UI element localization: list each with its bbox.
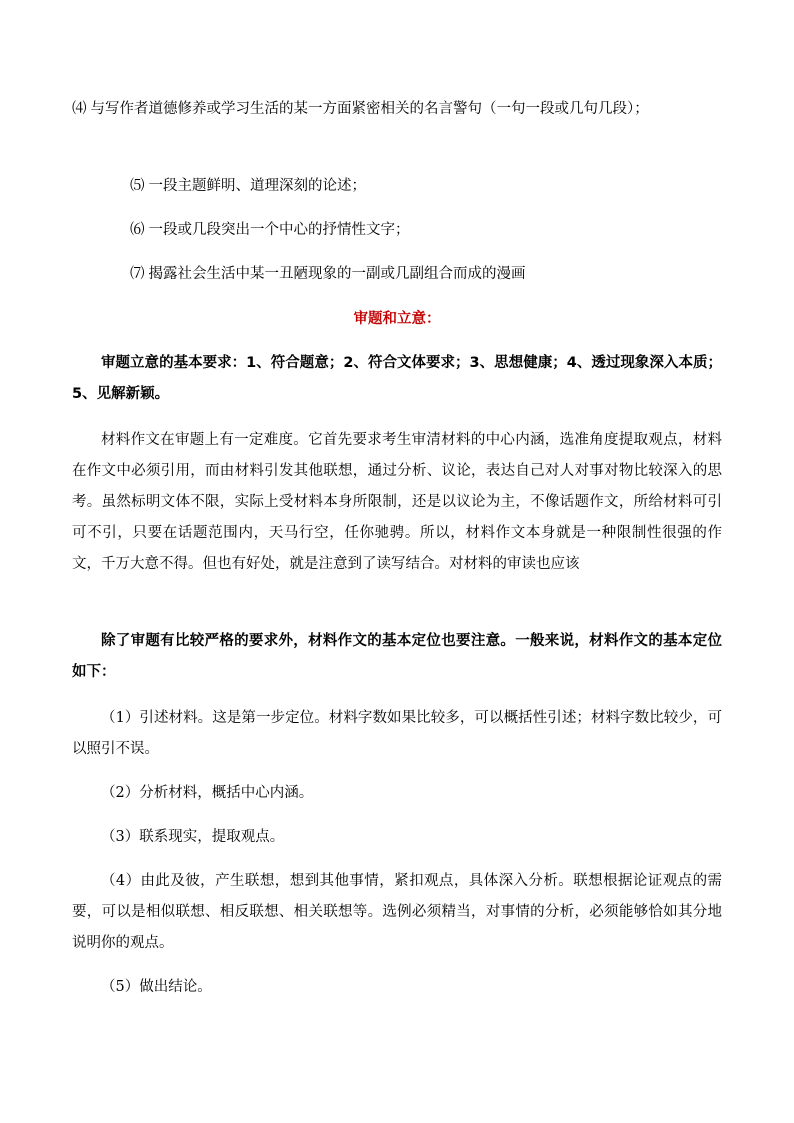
- list-text: 一段主题鲜明、道理深刻的论述；: [148, 178, 366, 194]
- list-text: 一段或几段突出一个中心的抒情性文字；: [148, 222, 410, 238]
- list-number: ⑷: [72, 101, 87, 117]
- step-4: （4）由此及彼，产生联想，想到其他事情，紧扣观点，具体深入分析。联想根据论证观点的需要，可以是相似联想、相反联想、相关联想等。选例必须精当，对事情的分析，必须能够恰如其分地说明你的观点。: [72, 873, 722, 951]
- list-item-5: [72, 171, 722, 202]
- list-text: 与写作者道德修养或学习生活的某一方面紧密相关的名言警句（一句一段或几句几段）；: [90, 101, 649, 117]
- list-number: ⑺: [130, 266, 145, 282]
- requirements-paragraph: 审题立意的基本要求：1、符合题意；2、符合文体要求；3、思想健康；4、透过现象深入本质；5、见解新颖。: [72, 355, 722, 402]
- section-heading: 审题和立意：: [353, 311, 441, 327]
- intro-paragraph: 材料作文在审题上有一定难度。它首先要求考生审清材料的中心内涵，选准角度提取观点，材料在作文中必须引用，而由材料引发其他联想，通过分析、议论，表达自己对人对事对物比较深入的思考。虽然标明文体不限，实际上受材料本身所限制，还是以议论为主，不像话题作文，所给材料可引可不引，只要在话题范围内，天马行空，任你驰骋。所以，材料作文本身就是一种限制性很强的作文，千万大意不得。但也有好处，就是注意到了读写结合。对材料的审读也应该: [72, 432, 722, 572]
- list-text: 揭露社会生活中某一丑陋现象的一副或几副组合而成的漫画: [148, 266, 526, 282]
- step-2: （2）分析材料，概括中心内涵。: [101, 785, 314, 801]
- step-3: （3）联系现实，提取观点。: [101, 829, 285, 845]
- list-number: ⑹: [130, 222, 145, 238]
- list-number: ⑸: [130, 178, 145, 194]
- list-item-7: [72, 259, 722, 290]
- list-item-6: [72, 215, 722, 246]
- step-1: （1）引述材料。这是第一步定位。材料字数如果比较多，可以概括性引述；材料字数比较少，可以照引不误。: [72, 710, 722, 757]
- positioning-intro: 除了审题有比较严格的要求外，材料作文的基本定位也要注意。一般来说，材料作文的基本定位如下：: [72, 633, 722, 680]
- step-5: （5）做出结论。: [101, 979, 212, 995]
- list-item-4: [72, 94, 722, 125]
